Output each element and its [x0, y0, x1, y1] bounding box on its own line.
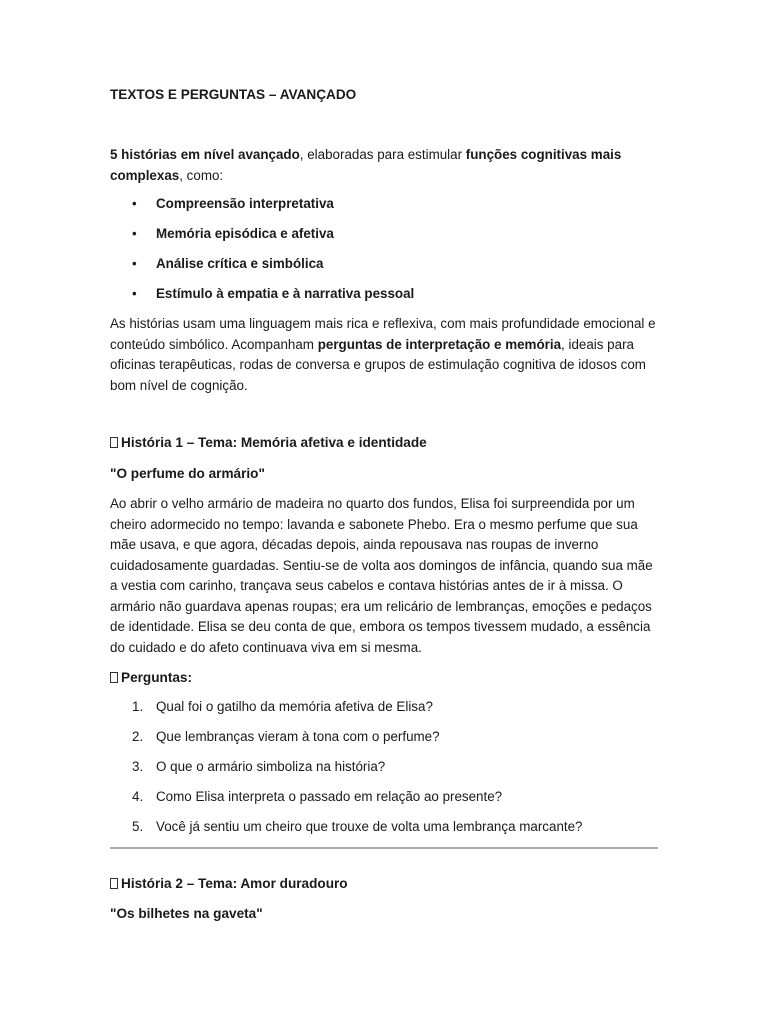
story1-heading	[110, 433, 658, 454]
description-text-1: As histórias usam uma linguagem mais rica e reflexiva, com mais profundidade emocional e conteúdo simbólico. Acompanham	[110, 316, 656, 352]
story2-heading-text: História 2 – Tema: Amor duradouro	[121, 875, 348, 891]
question-text: Qual foi o gatilho da memória afetiva de Elisa?	[156, 698, 433, 714]
question-number: 4.	[132, 788, 144, 804]
question-text: Você já sentiu um cheiro que trouxe de volta uma lembrança marcante?	[156, 818, 583, 834]
bullet-symbol: •	[132, 196, 137, 211]
question-item	[110, 787, 658, 807]
question-number: 1.	[132, 698, 144, 714]
bullet-symbol: •	[132, 286, 137, 301]
bullet-item	[110, 194, 658, 214]
story1-title: "O perfume do armário"	[110, 465, 265, 481]
missing-glyph-icon	[110, 437, 118, 448]
question-text: O que o armário simboliza na história?	[156, 758, 386, 774]
intro-bold-2: funções cognitivas mais complexas	[110, 147, 622, 183]
questions-heading-text: Perguntas:	[121, 670, 193, 685]
question-text: Que lembranças vieram à tona com o perfume?	[156, 728, 440, 744]
bullet-label: Compreensão interpretativa	[156, 196, 334, 211]
intro-text-2: , como:	[179, 167, 224, 183]
question-item	[110, 697, 658, 717]
intro-bold-1: 5 histórias em nível avançado	[110, 147, 300, 162]
story1-text: Ao abrir o velho armário de madeira no quarto dos fundos, Elisa foi surpreendida por um cheiro adormecido no tempo: lavanda e sabonete Phebo. Era o mesmo perfume que sua mãe usava, e que agora, décadas depois, ainda repousava nas roupas de inverno cuidadosamente guardadas. Sentiu-se de volta aos domingos de infância, quando sua mãe a vestia com carinho, trançava seus cabelos e contava histórias antes de ir à missa. O armário não guardava apenas roupas; era um relicário de lembranças, emoções e pedaços de identidade. Elisa se deu conta de que, embora os tempos tivessem mudado, a essência do cuidado e do afeto continuava viva em si mesma.	[110, 496, 653, 655]
description-bold: perguntas de interpretação e memória	[317, 336, 562, 352]
story1-heading-text: História 1 – Tema: Memória afetiva e identidade	[121, 435, 427, 450]
question-item	[110, 817, 658, 837]
bullet-item	[110, 254, 658, 274]
bullet-symbol: •	[132, 256, 137, 271]
question-list	[110, 697, 658, 837]
bullet-item	[110, 284, 658, 304]
story2-heading	[110, 874, 658, 895]
question-number: 2.	[132, 728, 144, 744]
bullet-item	[110, 224, 658, 244]
section-divider	[110, 847, 658, 849]
description-text-2: , ideais para oficinas terapêuticas, rodas de conversa e grupos de estimulação cognitiva de idosos com bom nível de cognição.	[110, 336, 646, 393]
bullet-label: Memória episódica e afetiva	[156, 226, 334, 241]
intro-paragraph	[110, 145, 658, 186]
question-text: Como Elisa interpreta o passado em relação ao presente?	[156, 788, 503, 804]
missing-glyph-icon	[110, 878, 118, 889]
bullet-list	[110, 194, 658, 304]
question-item	[110, 757, 658, 777]
document-title: TEXTOS E PERGUNTAS – AVANÇADO	[110, 87, 357, 102]
intro-text-1: , elaboradas para estimular	[299, 147, 466, 162]
question-number: 5.	[132, 818, 144, 834]
story2-title: "Os bilhetes na gaveta"	[110, 906, 263, 921]
question-item	[110, 727, 658, 747]
story1-questions-heading	[110, 668, 658, 689]
description-paragraph	[110, 314, 658, 396]
bullet-symbol: •	[132, 226, 137, 241]
document-body	[110, 85, 658, 925]
bullet-label: Estímulo à empatia e à narrativa pessoal	[156, 286, 415, 301]
bullet-label: Análise crítica e simbólica	[156, 256, 324, 271]
missing-glyph-icon	[110, 672, 118, 683]
question-number: 3.	[132, 758, 144, 774]
